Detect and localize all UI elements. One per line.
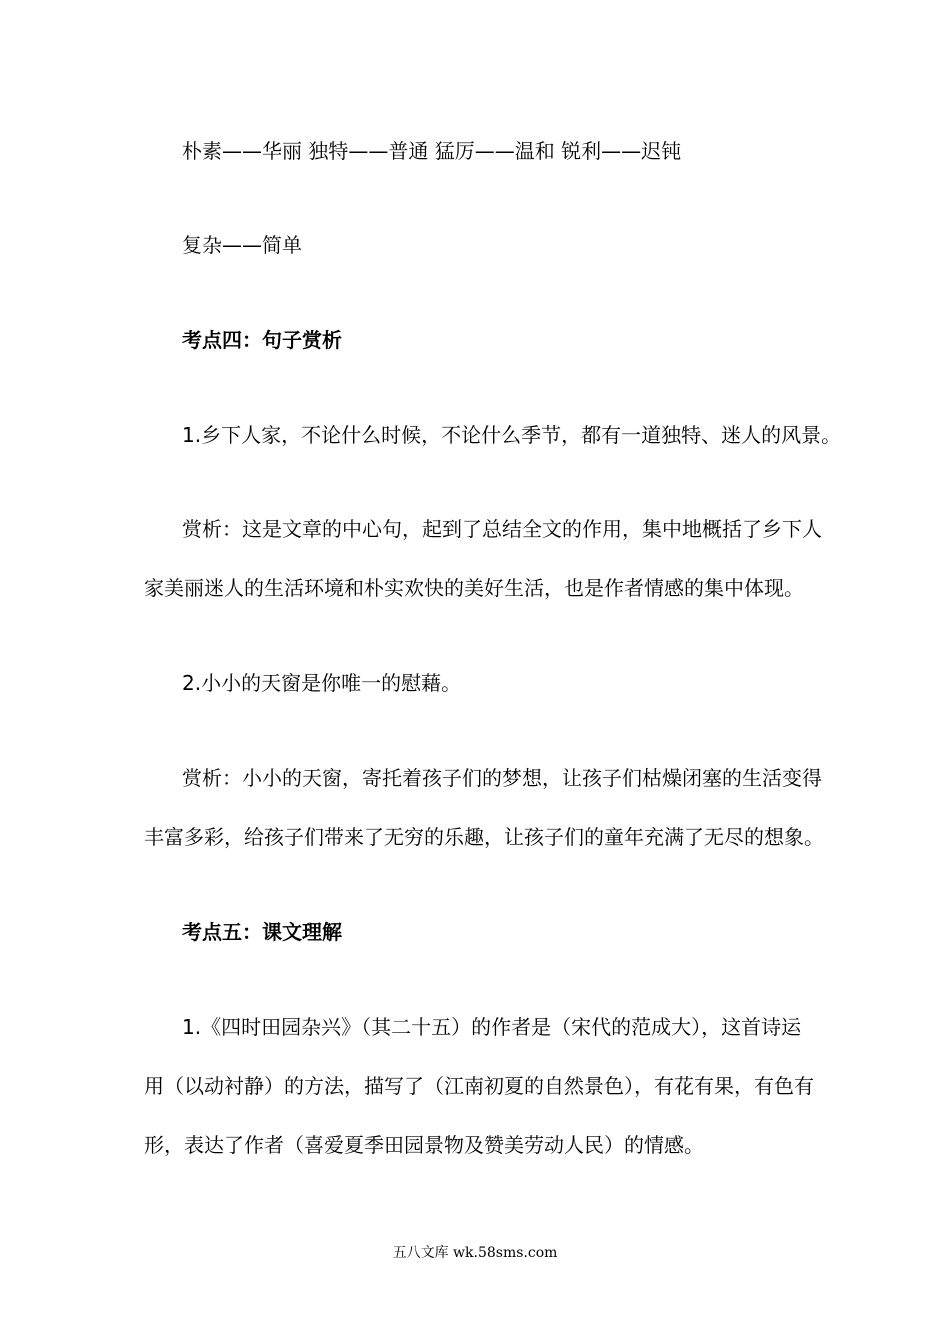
comprehension-1-line-3: 形，表达了作者（喜爱夏季田园景物及赞美劳动人民）的情感。: [144, 1133, 704, 1157]
antonyms-line-2: 复杂——简单: [182, 233, 302, 257]
analysis-1-line-1: 赏析：这是文章的中心句，起到了总结全文的作用，集中地概括了乡下人: [182, 517, 822, 541]
analysis-1-line-2: 家美丽迷人的生活环境和朴实欢快的美好生活，也是作者情感的集中体现。: [144, 576, 804, 600]
sentence-1: 1.乡下人家，不论什么时候，不论什么季节，都有一道独特、迷人的风景。: [182, 423, 842, 447]
footer-watermark: 五八文库 wk.58sms.com: [392, 1245, 558, 1261]
antonyms-line-1: 朴素——华丽 独特——普通 猛厉——温和 锐利——迟钝: [182, 139, 682, 163]
analysis-2-line-2: 丰富多彩，给孩子们带来了无穷的乐趣，让孩子们的童年充满了无尽的想象。: [144, 825, 824, 849]
comprehension-1-line-2: 用（以动衬静）的方法，描写了（江南初夏的自然景色），有花有果，有色有: [144, 1074, 814, 1098]
analysis-2-line-1: 赏析：小小的天窗，寄托着孩子们的梦想，让孩子们枯燥闭塞的生活变得: [182, 766, 822, 790]
sentence-2: 2.小小的天窗是你唯一的慰藉。: [182, 671, 462, 695]
section-heading-5: 考点五：课文理解: [182, 920, 342, 944]
comprehension-1-line-1: 1.《四时田园杂兴》（其二十五）的作者是（宋代的范成大），这首诗运: [182, 1015, 802, 1039]
section-heading-4: 考点四：句子赏析: [182, 328, 342, 352]
